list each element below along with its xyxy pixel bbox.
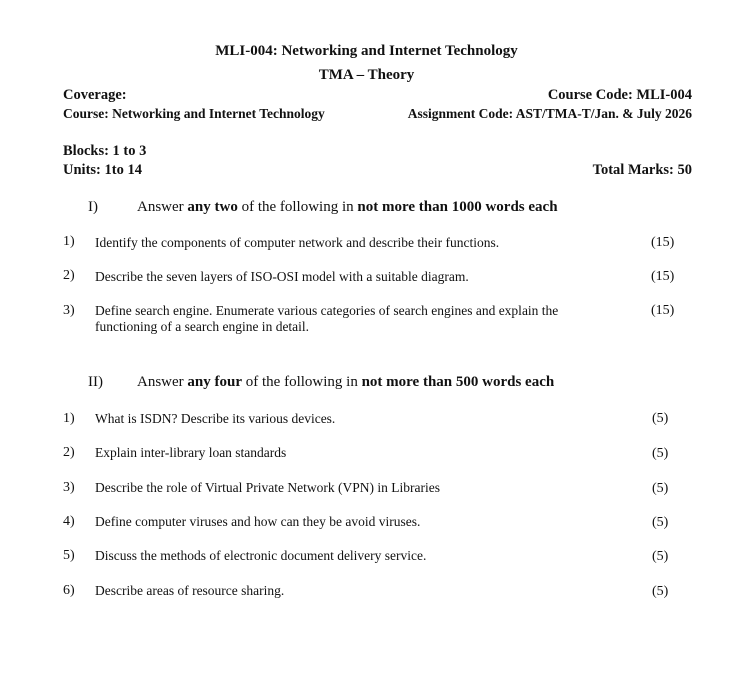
assignment-code: Assignment Code: AST/TMA-T/Jan. & July 2026 [407,106,692,121]
course-name: Course: Networking and Internet Technology [63,106,325,121]
coverage-label: Coverage: [63,87,127,103]
section-instruction [137,199,558,216]
section-numeral: II) [88,374,103,390]
question-text: Define computer viruses and how can they be avoid viruses. [95,514,421,529]
question-marks: (5) [652,515,669,530]
section-instruction [137,374,554,391]
question-marks: (5) [652,481,669,496]
question-marks: (5) [652,584,669,599]
question-text-continued: functioning of a search engine in detail. [95,319,310,334]
instruction-emphasis: not more than 500 words each [361,374,555,390]
question-text: Describe the seven layers of ISO-OSI model with a suitable diagram. [95,269,469,284]
question-text: Define search engine. Enumerate various categories of search engines and explain the [95,303,559,318]
document-title: MLI-004: Networking and Internet Technology [215,43,518,59]
instruction-text: Answer [137,374,188,390]
question-number: 1) [63,234,75,249]
units: Units: 1to 14 [63,162,142,178]
question-marks: (5) [652,411,669,426]
instruction-emphasis: not more than 1000 words each [357,199,558,215]
question-text: What is ISDN? Describe its various devices. [95,411,336,426]
question-marks: (15) [651,235,675,250]
question-number: 2) [63,268,75,283]
question-number: 5) [63,548,75,563]
instruction-emphasis: any four [187,374,242,390]
blocks: Blocks: 1 to 3 [63,143,147,159]
section-numeral: I) [88,199,98,215]
instruction-text: of the following in [242,374,362,390]
total-marks: Total Marks: 50 [592,162,692,178]
question-number: 4) [63,514,75,529]
question-text: Identify the components of computer network and describe their functions. [95,235,500,250]
question-number: 2) [63,445,75,460]
instruction-text: of the following in [237,199,358,215]
question-text: Discuss the methods of electronic document delivery service. [95,548,427,563]
document-subtitle: TMA – Theory [318,67,415,83]
instruction-text: Answer [137,199,188,215]
question-marks: (5) [652,549,669,564]
question-marks: (5) [652,446,669,461]
question-text: Describe the role of Virtual Private Network (VPN) in Libraries [95,480,440,495]
question-number: 3) [63,480,75,495]
question-text: Explain inter-library loan standards [95,445,287,460]
question-marks: (15) [651,269,675,284]
question-number: 6) [63,583,75,598]
course-code: Course Code: MLI-004 [547,87,692,103]
question-number: 3) [63,303,75,318]
instruction-emphasis: any two [187,199,238,215]
question-marks: (15) [651,303,675,318]
question-number: 1) [63,411,75,426]
question-text: Describe areas of resource sharing. [95,583,285,598]
